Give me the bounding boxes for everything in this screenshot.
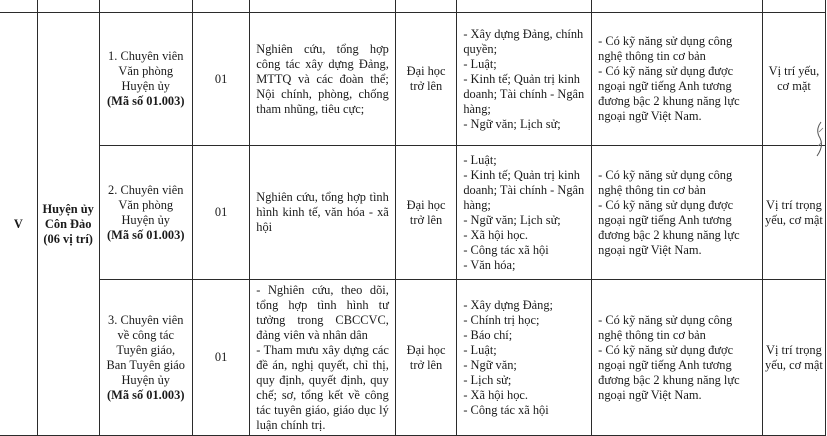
quantity-cell: 01 [192,146,249,280]
table-row [0,13,826,146]
major-item: - Kinh tế; Quản trị kinh doanh; Tài chính - Ngân hàng; [463,167,585,212]
quantity-cell: 01 [192,13,249,146]
level-line: trở lên [409,79,443,93]
level-cell [395,13,457,146]
major-cell [457,146,592,280]
level-line: Đại học [406,64,446,78]
major-item: - Công tác xã hội [463,242,549,257]
duty-text: Nghiên cứu, tổng hợp tình hình kinh tế, văn hóa - xã hội [256,190,389,234]
position-line: Văn phòng [118,64,174,78]
section-index: V [0,13,37,436]
major-item: - Văn hóa; [463,257,516,272]
requirement-cell [592,280,763,436]
position-line: Huyện ủy [121,212,170,227]
header-remnant-row [0,0,826,13]
major-item: - Xã hội học. [463,387,529,402]
major-item: - Xây dựng Đảng, chính quyền; [463,26,584,56]
major-item: - Luật; [463,152,497,167]
level-line: trở lên [409,357,443,372]
duty-text: - Nghiên cứu, theo dõi, tổng hợp tình hình tư tưởng trong CBCCVC, đảng viên và nhân dân [256,282,389,342]
table-row [0,146,826,280]
unit-name-line: Huyện ủy [42,201,94,216]
major-item: - Xây dựng Đảng; [463,297,553,312]
requirement-item: - Có kỹ năng sử dụng công nghệ thông tin cơ bản [598,34,733,63]
position-code: (Mã số 01.003) [107,94,185,108]
margin-stamp-mark [811,120,825,160]
position-line: 3. Chuyên viên [108,312,184,327]
major-item: - Công tác xã hội [463,402,549,417]
duty-text: Nghiên cứu, tổng hợp công tác xây dựng Đảng, MTTQ và các đoàn thể; Nội chính, phòng, chống tham nhũng, tiêu cực; [256,41,389,116]
quantity-cell: 01 [192,280,249,436]
requirement-item: - Có kỹ năng sử dụng được ngoại ngữ tiếng Anh tương đương bậc 2 khung năng lực ngoại ngữ Việt Nam. [598,64,740,123]
position-line: về công tác [117,327,174,342]
requirement-item: - Có kỹ năng sử dụng công nghệ thông tin cơ bản [598,167,733,197]
position-line: Huyện ủy [121,372,170,387]
position-cell [99,146,192,280]
note-text: Vị trí trọng yếu, cơ mật [765,342,823,372]
position-cell [99,280,192,436]
requirement-cell [592,146,763,280]
major-item: - Luật; [463,56,497,71]
major-item: - Lịch sử; [463,372,512,387]
major-cell [457,13,592,146]
table-row [0,280,826,436]
duty-text: - Tham mưu xây dựng các đề án, nghị quyết, chỉ thị, quy định, quyết định, quy chế; sơ, tổng kết về công tác tuyên giáo, giáo dục lý luận chính trị. [256,342,389,432]
major-item: - Ngữ văn; [463,357,517,372]
major-cell [457,280,592,436]
major-item: - Ngữ văn; Lịch sử; [463,116,561,131]
note-cell [762,146,825,280]
note-text: Vị trí trọng yếu, cơ mật [765,197,823,227]
level-line: Đại học [406,342,446,357]
major-item: - Ngữ văn; Lịch sử; [463,212,561,227]
position-line: Văn phòng [118,197,174,212]
note-cell [762,280,825,436]
position-line: 2. Chuyên viên [108,182,184,197]
duty-cell [250,280,396,436]
level-cell [395,280,457,436]
major-item: - Luật; [463,342,497,357]
unit-count: (06 vị trí) [43,231,93,246]
position-line: Ban Tuyên giáo [106,357,185,372]
major-item: - Xã hội học. [463,227,529,242]
duty-cell [250,146,396,280]
position-code: (Mã số 01.003) [107,227,185,242]
requirement-cell [592,13,763,146]
position-line: 1. Chuyên viên [108,49,184,63]
requirement-item: - Có kỹ năng sử dụng công nghệ thông tin cơ bản [598,312,733,342]
level-cell [395,146,457,280]
position-line: Tuyên giáo, [116,342,176,357]
position-code: (Mã số 01.003) [107,387,185,402]
unit-cell [37,13,99,436]
major-item: - Báo chí; [463,327,513,342]
major-item: - Kinh tế; Quản trị kinh doanh; Tài chính - Ngân hàng; [463,71,585,116]
duty-cell [250,13,396,146]
position-cell [99,13,192,146]
level-line: trở lên [409,212,443,227]
position-line: Huyện ủy [121,79,170,93]
requirement-item: - Có kỹ năng sử dụng được ngoại ngữ tiếng Anh tương đương bậc 2 khung năng lực ngoại ngữ Việt Nam. [598,197,740,257]
requirement-item: - Có kỹ năng sử dụng được ngoại ngữ tiếng Anh tương đương bậc 2 khung năng lực ngoại ngữ Việt Nam. [598,342,740,402]
level-line: Đại học [406,197,446,212]
major-item: - Chính trị học; [463,312,540,327]
unit-name-line: Côn Đảo [44,216,92,231]
note-text: Vị trí yếu, cơ mặt [768,64,820,93]
